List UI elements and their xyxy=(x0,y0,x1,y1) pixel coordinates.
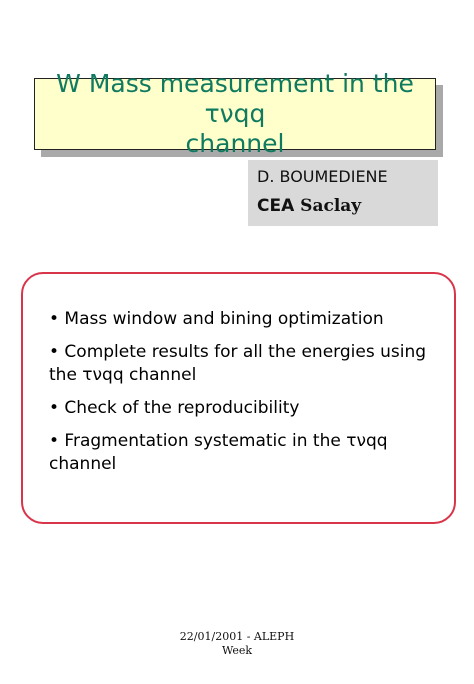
slide-title-line-1: W Mass measurement in the τνqq xyxy=(56,69,414,128)
author-institution xyxy=(257,196,361,216)
bullet-item: • Check of the reproducibility xyxy=(49,398,300,418)
institution-org: CEA xyxy=(257,196,295,216)
slide-title-line-2: channel xyxy=(185,129,285,158)
content-box xyxy=(21,272,456,524)
bullet-item: • Mass window and bining optimization xyxy=(49,309,384,329)
bullet-item: • Fragmentation systematic in the τνqq channel xyxy=(49,431,388,474)
bullet-list xyxy=(49,308,439,486)
author-name: D. BOUMEDIENE xyxy=(257,167,388,186)
institution-location: Saclay xyxy=(300,196,362,216)
footer xyxy=(0,630,474,658)
slide-title xyxy=(34,69,436,158)
footer-line-1: 22/01/2001 - ALEPH xyxy=(179,630,295,643)
author-box xyxy=(248,160,438,226)
bullet-item: • Complete results for all the energies using the τνqq channel xyxy=(49,342,427,385)
footer-line-2: Week xyxy=(221,644,253,657)
